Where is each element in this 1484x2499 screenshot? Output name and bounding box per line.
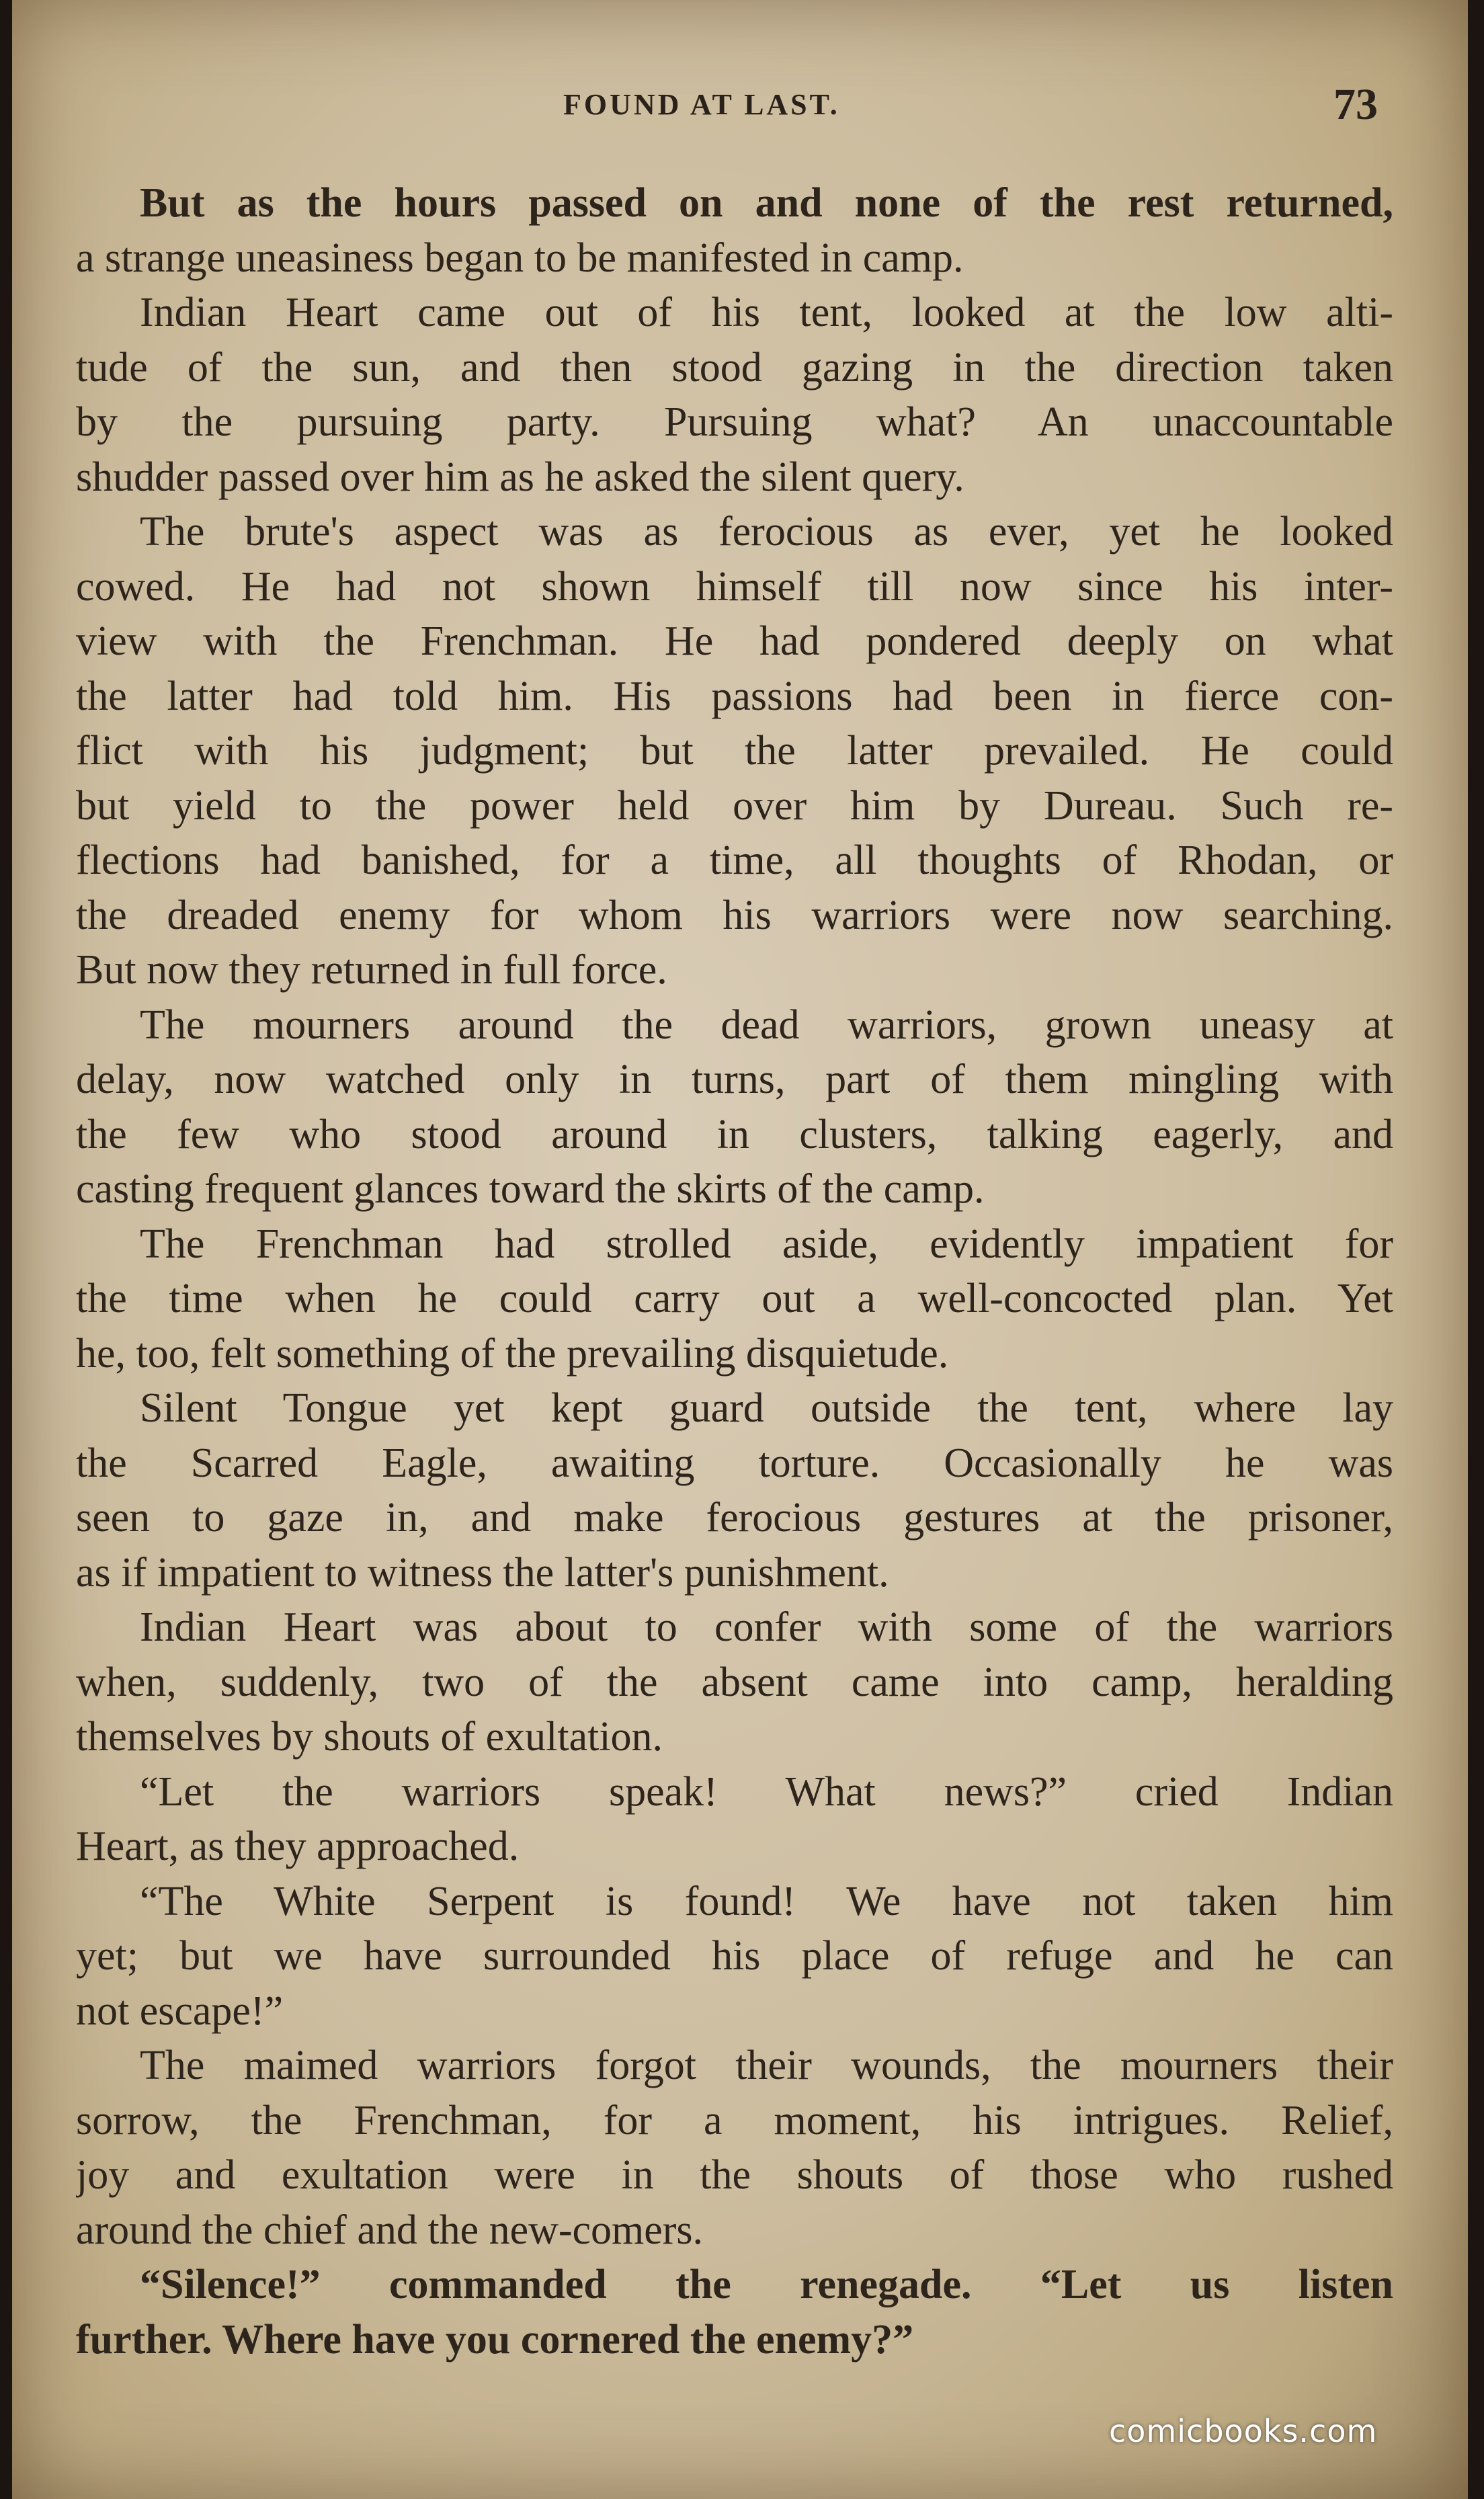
text-line: The maimed warriors forgot their wounds, the mourners their	[140, 2043, 1393, 2088]
text-line: further. Where have you cornered the enemy?”	[76, 2316, 914, 2363]
text-line: the dreaded enemy for whom his warriors were now searching.	[76, 892, 1393, 938]
text-line: a strange uneasiness began to be manifested in camp.	[76, 235, 964, 281]
text-line: around the chief and the new-comers.	[76, 2207, 704, 2253]
body-text	[76, 176, 1393, 2367]
text-line: “Silence!” commanded the renegade. “Let us listen	[140, 2262, 1393, 2307]
text-line: casting frequent glances toward the skirts of the camp.	[76, 1166, 985, 1212]
text-line: joy and exultation were in the shouts of those who rushed	[76, 2152, 1393, 2198]
text-line: when, suddenly, two of the absent came into camp, heralding	[76, 1659, 1393, 1705]
text-line: the time when he could carry out a well-concocted plan. Yet	[76, 1276, 1393, 1321]
text-line: “The White Serpent is found! We have not taken him	[140, 1878, 1393, 1924]
text-line: tude of the sun, and then stood gazing in the direction taken	[76, 344, 1393, 391]
text-line: “Let the warriors speak! What news?” cried Indian	[140, 1768, 1393, 1815]
text-line: not escape!”	[76, 1988, 284, 2034]
text-line: he, too, felt something of the prevailing disquietude.	[76, 1330, 949, 1377]
watermark: comicbooks.com	[1109, 2413, 1378, 2449]
text-line: the Scarred Eagle, awaiting torture. Occasionally he was	[76, 1440, 1393, 1486]
text-line: delay, now watched only in turns, part of them mingling with	[76, 1057, 1393, 1102]
text-line: themselves by shouts of exultation.	[76, 1714, 663, 1760]
text-line: But now they returned in full force.	[76, 947, 667, 993]
text-line: the few who stood around in clusters, talking eagerly, and	[76, 1111, 1393, 1157]
text-line: sorrow, the Frenchman, for a moment, his intrigues. Relief,	[76, 2097, 1393, 2143]
text-line: Indian Heart came out of his tent, looked at the low alti-	[140, 290, 1393, 335]
text-line: the latter had told him. His passions had been in fierce con-	[76, 673, 1393, 719]
text-line: Silent Tongue yet kept guard outside the tent, where lay	[140, 1385, 1393, 1431]
text-line: Heart, as they approached.	[76, 1824, 520, 1869]
text-line: yet; but we have surrounded his place of refuge and he can	[76, 1933, 1393, 1979]
text-line: view with the Frenchman. He had pondered deeply on what	[76, 618, 1393, 664]
page-number: 73	[1333, 80, 1378, 129]
book-page	[12, 0, 1468, 2499]
text-line: The brute's aspect was as ferocious as ever, yet he looked	[140, 509, 1393, 555]
text-line: seen to gaze in, and make ferocious gestures at the prisoner,	[76, 1495, 1393, 1541]
text-line: Indian Heart was about to confer with some of the warriors	[140, 1604, 1393, 1650]
running-head: FOUND AT LAST.	[563, 88, 840, 121]
text-line: cowed. He had not shown himself till now since his inter-	[76, 563, 1393, 610]
text-line: by the pursuing party. Pursuing what? An unaccountable	[76, 399, 1393, 445]
text-line: but yield to the power held over him by Dureau. Such re-	[76, 782, 1393, 829]
text-line: The mourners around the dead warriors, grown uneasy at	[140, 1001, 1393, 1048]
text-line: as if impatient to witness the latter's punishment.	[76, 1549, 889, 1596]
text-line: But as the hours passed on and none of the rest returned,	[140, 180, 1393, 226]
text-line: flections had banished, for a time, all thoughts of Rhodan, or	[76, 837, 1393, 883]
text-line: flict with his judgment; but the latter prevailed. He could	[76, 728, 1393, 774]
text-line: shudder passed over him as he asked the silent query.	[76, 454, 964, 500]
text-line: The Frenchman had strolled aside, evidently impatient for	[140, 1221, 1393, 1267]
